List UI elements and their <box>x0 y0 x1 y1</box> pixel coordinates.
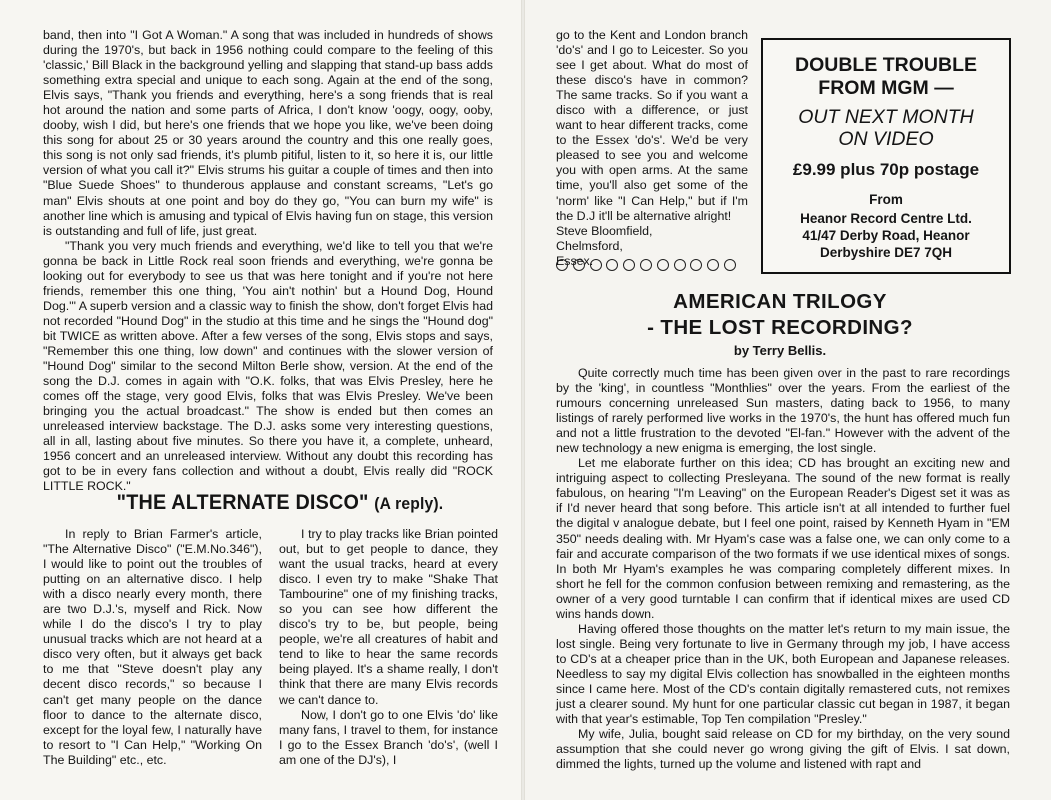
alternate-disco-subtitle: (A reply). <box>374 494 444 513</box>
mgm-video-advert <box>761 38 1011 274</box>
article-paragraph: My wife, Julia, bought said release on CD for my birthday, on the very sound assumption that she could never go wrong giving the gift of Elvis. I sat down, dimmed the lights, turned up the volume and listened with rapt and <box>556 727 1010 772</box>
page-gutter <box>521 0 525 800</box>
article-paragraph: Let me elaborate further on this idea; CD has brought an exciting new and intriguing aspect to collecting Presleyana. The sound of the new format is really fabulous, on hearing "I'm Leaving" on the European Reader's Digest set it was as if I'd never heard that song before. This article isn't at all intended to further fuel the digital v analogue debate, but I feel one point, raised by Kenneth Hyam in "EM 350" needs dealing with. Mr Hyam's case was a false one, we can only come to a fair and accurate comparison of the two formats if we use identical mixes of songs. In both Mr Hyam's examples he was comparing completely different mixes. In short he fell for the common confusion between remixing and remastering, as the owner of a very good turntable I can confirm that if identical mixes are used CD wins hands down. <box>556 456 1010 621</box>
disco-reply-paragraph: In reply to Brian Farmer's article, "The Alternative Disco" ("E.M.No.346"), I would like to point out the troubles of putting on an alternative disco. I help with a disco nearly every month, there are two D.J.'s, myself and Rick. Now while I do the disco's I try to play unusual tracks which are not heard at a disco very often, but it always get back to me that "Steve doesn't play any decent disco records," so because I can't get many people on the dance floor to dance to the alternate disco, except for the loyal few, I naturally have to resort to "I Can Help," "Working On The Building" etc., etc. <box>43 527 262 767</box>
section-divider <box>556 259 736 271</box>
advert-company: Heanor Record Centre Ltd. <box>800 211 972 226</box>
divider-circle-icon <box>623 259 635 271</box>
letter-signature-town: Chelmsford, <box>556 238 623 253</box>
divider-circle-icon <box>724 259 736 271</box>
disco-letter-continuation <box>556 28 748 268</box>
advert-address-line-2: Derbyshire DE7 7QH <box>819 245 953 260</box>
american-trilogy-heading <box>570 289 990 341</box>
advert-tagline-line-2: ON VIDEO <box>838 128 934 150</box>
advert-headline-line-1: DOUBLE TROUBLE <box>795 54 977 76</box>
alternate-disco-heading <box>78 490 483 515</box>
disco-reply-paragraph: Now, I don't go to one Elvis 'do' like many fans, I travel to them, for instance I go to the Essex Branch 'do's', (well I am one of the DJ's), I <box>279 707 498 767</box>
divider-circle-icon <box>707 259 719 271</box>
alternate-disco-title: "THE ALTERNATE DISCO" <box>116 490 369 514</box>
divider-circle-icon <box>657 259 669 271</box>
divider-circle-icon <box>640 259 652 271</box>
advert-tagline-line-1: OUT NEXT MONTH <box>798 106 974 128</box>
advert-headline-line-2: FROM MGM — <box>818 77 954 99</box>
advert-from-label: From <box>869 192 903 207</box>
divider-circle-icon <box>573 259 585 271</box>
disco-reply-column-2 <box>279 527 498 789</box>
divider-circle-icon <box>606 259 618 271</box>
american-trilogy-article <box>556 366 1010 790</box>
divider-circle-icon <box>556 259 568 271</box>
review-paragraph: band, then into "I Got A Woman." A song that was included in hundreds of shows during the 1970's, but back in 1956 nothing could compare to the feeling of this 'classic,' Bill Black in the background yelling and slapping that stand-up bass adds something extra special and unique to each song. Again at the end of the song, Elvis says, "Thank you friends and everything, here's a song friends that is real hot around the nation and some parts of Africa, I don't know 'oogy, oogy, ooby, dooby, wish I did, but here's one friends that we hope you like, we've been doing this song for about 25 or 30 years around the country and this one really goes, this song is not only sad friends, it's plumb pitiful, listen to it, so here it is, our little version of what you call it?" Elvis strums his guitar a couple of times and then into "Blue Suede Shoes" to thunderous applause and constant screams, "Let's go man" Elvis shouts at one point and boy do they go, "You can burn my wife" is another line which is amusing and typical of Elvis having fun on stage, this version is outstanding and full of life, just great. <box>43 28 493 238</box>
divider-circle-icon <box>690 259 702 271</box>
letter-paragraph: go to the Kent and London branch 'do's' and I go to Leicester. So you see I get about. What do most of these disco's have in common? The same tracks. So if you want a disco with a difference, or just want to hear different tracks, come to the Essex 'do's'. We'd be very pleased to see you and welcome you with open arms. At the same time, you'll also get some of the 'norm' like "I Can Help," but if I'm the D.J it'll be alternative alright! <box>556 28 748 223</box>
article-title-line-1: AMERICAN TRILOGY <box>673 290 887 313</box>
divider-circle-icon <box>674 259 686 271</box>
review-paragraph: "Thank you very much friends and everything, we'd like to tell you that we're gonna be back in Little Rock real soon friends and everything, we're gonna be looking out for everybody to see us that was here tonight and if you're not here friends, remember this one thing, 'You ain't nothin' but a Hound Dog, Hound Dog.'" A superb version and a classic way to finish the show, don't forget Elvis had not recorded "Hound Dog" in the studio at this time and he sings the "Hound dog" bit TWICE as written above. After a few verses of the song, Elvis stops and says, "Remember this one thing, low down" and continues with the slower version of "Hound Dog" similar to the second Milton Berle show, version. At the end of the song the D.J. comes in again with "O.K. folks, that was Elvis Presley, here he comes off the stage, very good Elvis, folks that was Elvis Presley. We've been bringing you the actual broadcast." The show is ended but then comes an unreleased interview backstage. The D.J. asks some very interesting questions, all in all, lasting about five minutes. So there you have it, a complete, unheard, 1956 concert and an unreleased interview. Without any doubt this recording has got to be in every fans collection and without a doubt, Elvis really did "ROCK LITTLE ROCK." <box>43 238 493 494</box>
letter-signature-name: Steve Bloomfield, <box>556 223 653 238</box>
article-byline: by Terry Bellis. <box>733 343 827 358</box>
article-paragraph: Having offered those thoughts on the matter let's return to my main issue, the lost single. Being very fortunate to live in Germany through my job, I have access to CD's at a cheaper price than in the UK, both European and Japanese releases. Needless to say my digital Elvis collection has snowballed in the eighteen months since I came here. Most of the CD's contain digitally remastered cuts, not remixes just a clearer sound. My hunt for one particular classic cut began in 1987, it began with that year's estimable, Top Ten compilation "Presley." <box>556 621 1010 727</box>
letter-signature-county: Essex. <box>556 253 594 268</box>
divider-circle-icon <box>590 259 602 271</box>
advert-price: £9.99 plus 70p postage <box>792 160 980 179</box>
advert-address-line-1: 41/47 Derby Road, Heanor <box>802 228 970 243</box>
article-title-line-2: - THE LOST RECORDING? <box>647 316 913 339</box>
article-paragraph: Quite correctly much time has been given over in the past to rare recordings by the 'king', in countless "Monthlies" over the years. From the earliest of the rumours concerning unreleased Sun masters, dating back to 1956, to many listings of rarely performed live works in the 1970's, the hunt has offered much fun and not a little frustration to the devoted "El-fan." However with the advent of the new technology a new enigma is emerging, the lost single. <box>556 366 1010 456</box>
disco-reply-column-1 <box>43 527 262 789</box>
concert-review-text <box>43 28 493 494</box>
disco-reply-paragraph: I try to play tracks like Brian pointed out, but to get people to dance, they want the usual tracks, heard at every disco. I even try to make "Shake That Tambourine" one of my finishing tracks, so you can see how different the disco's try to be, but people, being people, we're all creatures of habit and tend to like to hear the same records being played. It's a shame really, I don't think that there are many Elvis records we can't dance to. <box>279 527 498 707</box>
